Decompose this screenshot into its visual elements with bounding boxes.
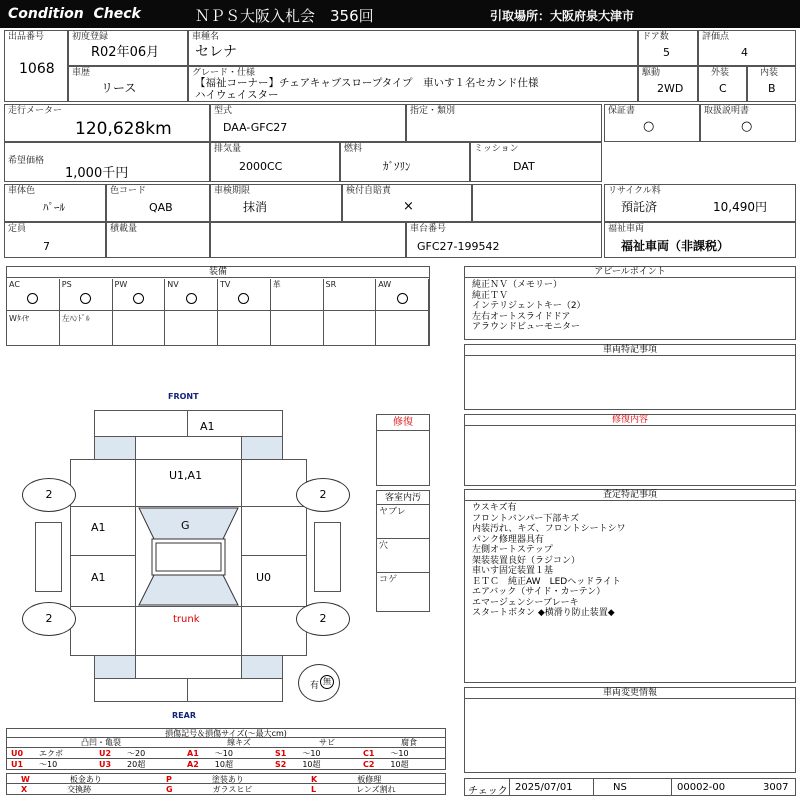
colorcode-label: 色コード xyxy=(110,186,147,196)
vehicle-notes-title: 車両特記事項 xyxy=(465,345,795,356)
interior-row-1 xyxy=(377,505,429,539)
legend-mark: W 板金あり xyxy=(21,775,102,784)
tire-rear-left: 2 xyxy=(22,602,76,636)
tire-front-right: 2 xyxy=(296,478,350,512)
drive-value: 2WD xyxy=(657,82,684,95)
legend-code: U1 〜10 xyxy=(11,760,58,769)
liability-value: × xyxy=(403,199,414,214)
appeal-list xyxy=(472,280,586,333)
rear-label: REAR xyxy=(172,711,196,720)
interior-item-3: コゲ xyxy=(379,575,398,585)
door-rear-left-damage: A1 xyxy=(91,571,106,584)
rear-bumper-divider xyxy=(187,678,188,702)
int-box xyxy=(747,66,796,102)
appeal-title: アピールポイント xyxy=(465,267,795,278)
brand-title: Condition Check xyxy=(8,6,141,22)
skirt-left xyxy=(35,522,62,592)
hood-damage: U1,A1 xyxy=(169,469,203,482)
equipment-title: 装備 xyxy=(7,267,429,278)
equip-label: 革 xyxy=(272,280,281,289)
mission-box xyxy=(470,142,602,182)
front-bumper-divider xyxy=(187,410,188,437)
interior-section xyxy=(376,490,430,612)
liability-extra-box xyxy=(472,184,602,222)
inspection-note-item: エアバック（サイド・カーテン） xyxy=(472,587,606,597)
score-label: 評価点 xyxy=(702,32,730,42)
appeal-item: 純正ＴＶ xyxy=(472,290,509,301)
footer xyxy=(464,778,796,796)
door-rear-right xyxy=(241,555,307,607)
trunk-label: trunk xyxy=(173,614,200,625)
interior-item-1: ヤブレ xyxy=(379,507,406,517)
recycle-amount: 10,490円 xyxy=(713,200,767,214)
check-date: 2025/07/01 xyxy=(515,782,573,793)
displacement-label: 排気量 xyxy=(214,144,242,154)
drive-label: 駆動 xyxy=(642,68,661,78)
legend-code: A2 10超 xyxy=(187,760,233,769)
displacement-value: 2000CC xyxy=(239,160,283,173)
legend-code: U0 エクボ xyxy=(11,749,64,758)
designation-box xyxy=(406,104,602,142)
ext-value: C xyxy=(719,82,727,95)
manual-value: ○ xyxy=(741,119,753,134)
sunroof-inner xyxy=(156,543,221,571)
front-bumper-top xyxy=(94,410,283,437)
equip-label: SR xyxy=(325,280,337,289)
history-label: 車歴 xyxy=(72,68,91,78)
history-value: リース xyxy=(101,81,137,95)
chassis-value: GFC27-199542 xyxy=(417,240,500,253)
front-bumper-mid xyxy=(135,436,242,460)
legend-code: S1 〜10 xyxy=(275,749,321,758)
inspector-code: NS xyxy=(613,782,627,793)
footer-divider-2 xyxy=(593,779,594,795)
mileage-value: 120,628km xyxy=(75,119,172,139)
legend-mark-row xyxy=(6,784,446,795)
rear-bumper-bottom xyxy=(94,678,283,702)
interior-title: 客室内汚 xyxy=(377,491,429,505)
warranty-box xyxy=(604,104,700,142)
front-label: FRONT xyxy=(168,392,199,401)
color-value: ﾊﾟｰﾙ xyxy=(43,201,65,214)
change-info-section xyxy=(464,687,796,773)
vehicle-notes-section xyxy=(464,344,796,410)
legend-title: 損傷記号＆損傷サイズ(〜最大cm) xyxy=(6,728,446,738)
legend-header: 腐食 xyxy=(401,738,417,747)
legend-mark: P 塗装あり xyxy=(166,775,244,784)
rear-bumper-mid xyxy=(135,655,242,679)
car-label: 車種名 xyxy=(192,32,220,42)
lot-label: 出品番号 xyxy=(8,32,45,42)
price-label: 希望価格 xyxy=(8,156,45,166)
legend-mark: G ガラスヒビ xyxy=(166,785,253,794)
price-value: 1,000千円 xyxy=(65,166,129,181)
windshield-damage: G xyxy=(181,519,190,532)
inspection-note-item: ウスキズ有 xyxy=(472,503,517,513)
inspection-notes-list xyxy=(472,503,626,619)
car-name: セレナ xyxy=(195,44,237,60)
pickup-location: 引取場所：大阪府泉大津市 xyxy=(490,9,635,23)
appeal-section xyxy=(464,266,796,340)
model-value: DAA-GFC27 xyxy=(223,121,288,134)
recycle-box xyxy=(604,184,796,222)
reg-date: R02年06月 xyxy=(91,45,160,60)
recycle-label: リサイクル料 xyxy=(608,186,661,196)
grade-line2: ハイウェイスター xyxy=(195,89,279,101)
door-box xyxy=(638,30,698,66)
legend xyxy=(6,728,446,798)
legend-mark: L レンズ割れ xyxy=(311,785,396,794)
repair-title: 修復 xyxy=(377,415,429,431)
interior-row-3 xyxy=(377,573,429,611)
inspection-note-item: ＥＴＣ 純正AW LEDヘッドライト xyxy=(472,576,621,587)
welfare-value: 福祉車両（非課税） xyxy=(621,239,730,253)
drive-box xyxy=(638,66,698,102)
legend-code: U3 20超 xyxy=(99,760,146,769)
fuel-label: 燃料 xyxy=(344,144,363,154)
repair-detail-section xyxy=(464,414,796,486)
legend-header-row xyxy=(6,738,446,748)
sunroof-frame xyxy=(152,539,225,575)
legend-mark: X 交換跡 xyxy=(21,785,92,794)
int-label: 内装 xyxy=(760,68,779,78)
inspection-note-item: フロントバンパー下部キズ xyxy=(472,513,580,524)
legend-mark-row xyxy=(6,773,446,784)
equip-label: PS xyxy=(61,280,72,289)
inspection-value: 抹消 xyxy=(243,200,268,214)
designation-label: 指定・類別 xyxy=(410,106,456,116)
welfare-label: 福祉車両 xyxy=(608,224,645,234)
auction-title: ＮＰＳ大阪入札会 356回 xyxy=(195,7,374,25)
inspection-note-item: エマージェンシーブレーキ xyxy=(472,597,579,608)
capacity-label: 定員 xyxy=(8,224,27,234)
inspection-note-item: 内装汚れ、キズ、フロントシートシワ xyxy=(472,524,626,534)
door-count: 5 xyxy=(663,46,670,59)
ext-box xyxy=(698,66,747,102)
rear-window xyxy=(139,575,238,605)
inspection-note-item: 車いす固定装置１基 xyxy=(472,566,554,576)
spare-mark: 無 xyxy=(320,675,334,689)
load-label: 積載量 xyxy=(110,224,138,234)
equip-label: NV xyxy=(167,280,179,289)
equip-extra-cell xyxy=(376,311,429,345)
tire-front-left: 2 xyxy=(22,478,76,512)
change-info-title: 車両変更情報 xyxy=(465,688,795,699)
chassis-box xyxy=(406,222,602,258)
inspection-note-item: パンク修理器具有 xyxy=(472,534,544,545)
inspection-label: 車検期限 xyxy=(214,186,251,196)
legend-code: S2 10超 xyxy=(275,760,321,769)
reg-label: 初度登録 xyxy=(72,32,109,42)
grade-label: グレード・仕様 xyxy=(192,68,256,78)
sheet-number: 3007 xyxy=(763,782,789,793)
legend-mark: K 板修理 xyxy=(311,775,382,784)
grade-line1: 【福祉コーナー】チェアキャブスロープタイプ 車いす１名セカンド仕様 xyxy=(195,77,539,89)
sheet-code: 00002-00 xyxy=(677,782,726,793)
quarter-rear-left xyxy=(70,606,136,656)
legend-row xyxy=(6,748,446,759)
legend-row xyxy=(6,759,446,770)
equip-label: TV xyxy=(220,280,231,289)
recycle-status: 預託済 xyxy=(621,200,658,214)
door-front-right xyxy=(241,506,307,556)
int-value: B xyxy=(768,82,776,95)
manual-box xyxy=(700,104,796,142)
inspection-note-item: スタートボタン ◆横滑り防止装置◆ xyxy=(472,608,615,618)
appeal-item: アラウンドビューモニター xyxy=(472,322,581,332)
interior-row-2 xyxy=(377,539,429,573)
rear-corner-right xyxy=(241,655,283,679)
equip-label: PW xyxy=(114,280,128,289)
mission-label: ミッション xyxy=(474,144,519,154)
tire-rear-right: 2 xyxy=(296,602,350,636)
liability-label: 検付自賠責 xyxy=(346,186,392,196)
front-corner-right xyxy=(241,436,283,460)
score-box xyxy=(698,30,796,66)
spare-tire xyxy=(298,664,340,702)
welfare-box xyxy=(604,222,796,258)
equip-mark-icon xyxy=(397,293,408,304)
appeal-item: インテリジェントキー（2） xyxy=(472,301,586,311)
interior-item-2: 穴 xyxy=(379,541,389,551)
lot-number: 1068 xyxy=(19,61,55,77)
mileage-label: 走行メーター xyxy=(8,106,63,116)
check-label: チェック xyxy=(468,786,508,797)
door-rear-right-damage: U0 xyxy=(256,571,272,584)
colorcode-value: QAB xyxy=(149,201,173,214)
inspection-notes-title: 査定特記事項 xyxy=(465,490,795,501)
door-label: ドア数 xyxy=(642,32,669,42)
legend-code: A1 〜10 xyxy=(187,749,233,758)
legend-header: サビ xyxy=(319,738,335,747)
legend-header: 凸凹・亀裂 xyxy=(81,738,121,747)
capacity-value: 7 xyxy=(43,240,50,253)
repair-section xyxy=(376,414,430,486)
warranty-value: ○ xyxy=(643,119,655,134)
legend-code: C1 〜10 xyxy=(363,749,409,758)
front-corner-left xyxy=(94,436,136,460)
score-value: 4 xyxy=(741,46,748,59)
fender-front-left xyxy=(70,459,136,507)
appeal-item: 左右オートスライドドア xyxy=(472,311,571,322)
door-front-left-damage: A1 xyxy=(91,521,106,534)
equip-extra-label: Wﾀｲﾔ xyxy=(9,314,29,323)
legend-header: 線キズ xyxy=(227,738,251,747)
equip-extra-label: 左ﾊﾝﾄﾞﾙ xyxy=(61,314,90,323)
legend-code: U2 〜20 xyxy=(99,749,146,758)
rear-corner-left xyxy=(94,655,136,679)
front-bumper-damage: A1 xyxy=(200,420,215,433)
appeal-item: 純正ＮＶ（メモリー） xyxy=(472,280,563,290)
inspection-note-item: 左側オートステップ xyxy=(472,545,553,555)
inspection-notes-section xyxy=(464,489,796,683)
manual-label: 取扱説明書 xyxy=(704,106,750,116)
footer-divider-1 xyxy=(509,779,510,795)
spare-label: 有 xyxy=(310,681,320,691)
chassis-label: 車台番号 xyxy=(410,224,447,234)
ext-label: 外装 xyxy=(711,68,730,78)
mission-value: DAT xyxy=(513,160,535,173)
legend-code: C2 10超 xyxy=(363,760,409,769)
model-label: 型式 xyxy=(214,106,233,116)
equip-label: AC xyxy=(9,280,20,289)
skirt-right xyxy=(314,522,341,592)
car-diagram xyxy=(0,0,375,725)
equip-cell-aw xyxy=(376,279,429,311)
footer-divider-3 xyxy=(671,779,672,795)
repair-detail-title: 修復内容 xyxy=(465,415,795,426)
color-label: 車体色 xyxy=(8,186,36,196)
equip-label: AW xyxy=(378,280,392,289)
inspection-note-item: 架装装置良好（ラジコン） xyxy=(472,555,581,566)
fuel-value: ｶﾞｿﾘﾝ xyxy=(383,160,411,173)
hood xyxy=(135,459,242,507)
warranty-label: 保証書 xyxy=(608,106,636,116)
